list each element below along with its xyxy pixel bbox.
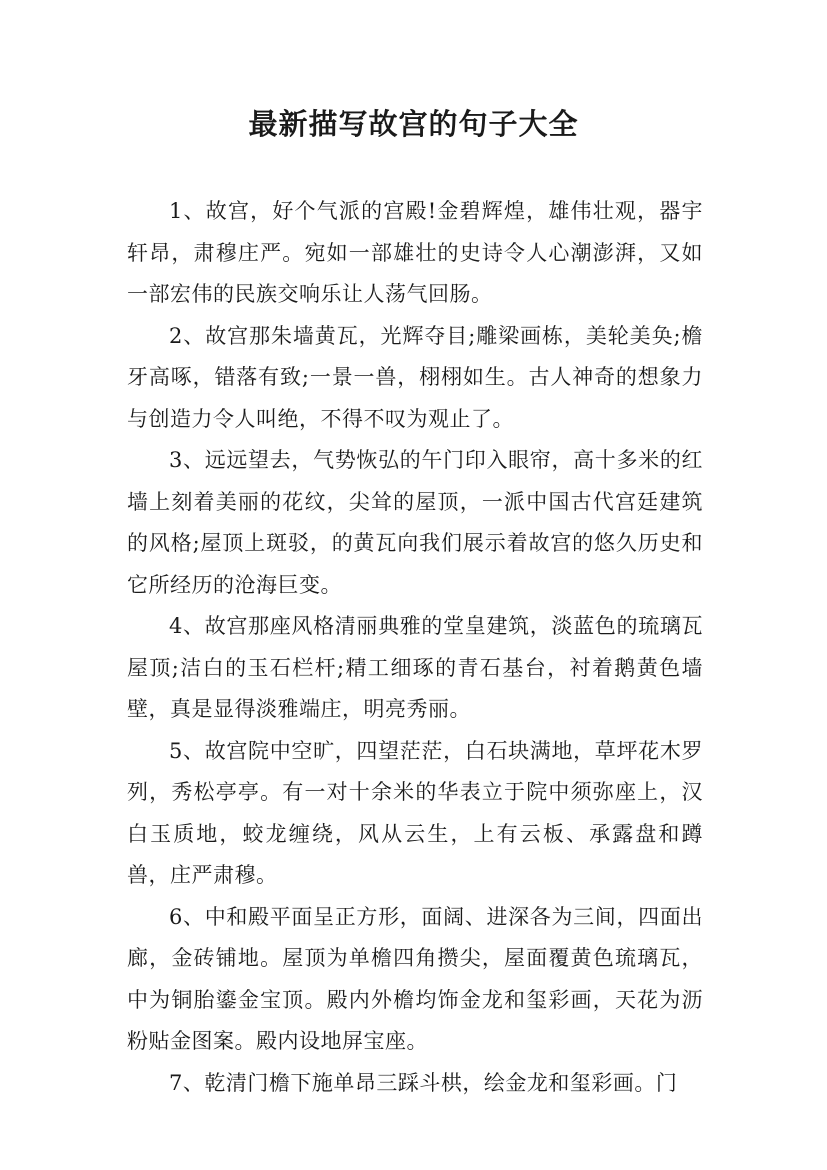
paragraph-7: 7、乾清门檐下施单昂三踩斗栱，绘金龙和玺彩画。门 (169, 1070, 678, 1095)
paragraph-6: 6、中和殿平面呈正方形，面阔、进深各为三间，四面出廊，金砖铺地。屋顶为单檐四角攒尖，屋面覆黄色琉璃瓦，中为铜胎鎏金宝顶。殿内外檐均饰金龙和玺彩画，天花为沥粉贴金图案。殿内设地屏宝座。 (127, 904, 703, 1053)
paragraph-4: 4、故宫那座风格清丽典雅的堂皇建筑，淡蓝色的琉璃瓦屋顶;洁白的玉石栏杆;精工细琢的青石基台，衬着鹅黄色墙壁，真是显得淡雅端庄，明亮秀丽。 (127, 614, 703, 721)
paragraph-2: 2、故宫那朱墙黄瓦，光辉夺目;雕梁画栋，美轮美奂;檐牙高啄，错落有致;一景一兽，栩栩如生。古人神奇的想象力与创造力令人叫绝，不得不叹为观止了。 (127, 323, 703, 431)
paragraph-5: 5、故宫院中空旷，四望茫茫，白石块满地，草坪花木罗列，秀松亭亭。有一对十余米的华表立于院中须弥座上，汉白玉质地，蛟龙缠绕，风从云生，上有云板、承露盘和蹲兽，庄严肃穆。 (127, 738, 703, 887)
document-title: 最新描写故宫的句子大全 (248, 107, 579, 141)
paragraph-3: 3、远远望去，气势恢弘的午门印入眼帘，高十多米的红墙上刻着美丽的花纹，尖耸的屋顶，一派中国古代宫廷建筑的风格;屋顶上斑驳，的黄瓦向我们展示着故宫的悠久历史和它所经历的沧海巨变。 (127, 448, 703, 597)
paragraph-1: 1、故宫，好个气派的宫殿!金碧辉煌，雄伟壮观，器宇轩昂，肃穆庄严。宛如一部雄壮的史诗令人心潮澎湃，又如一部宏伟的民族交响乐让人荡气回肠。 (127, 199, 703, 306)
document-body (127, 191, 703, 1104)
